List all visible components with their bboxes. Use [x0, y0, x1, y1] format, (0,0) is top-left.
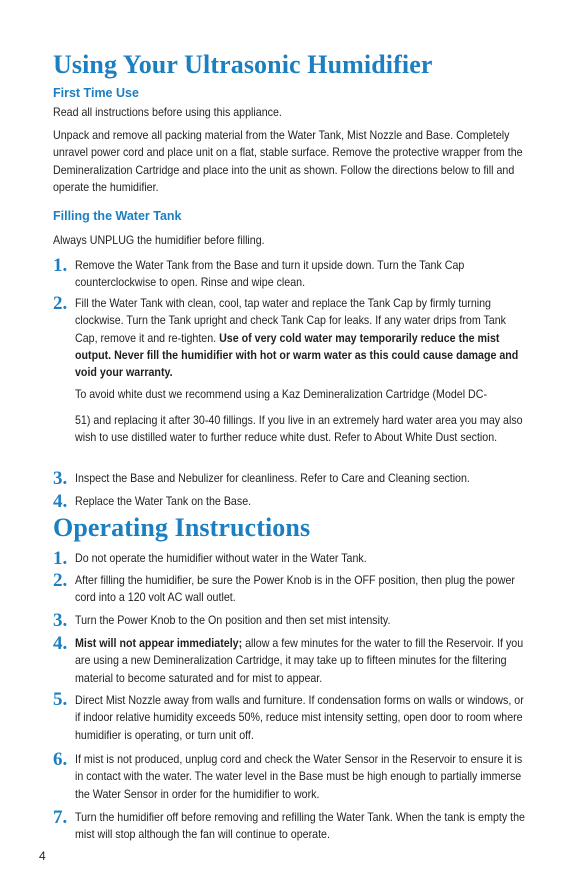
operating-step-text: Turn the humidifier off before removing and refilling the Water Tank. When the tank is empty the mist will stop although the fan will continue to operate. [75, 811, 525, 842]
filling-step-number: 2. [53, 293, 68, 314]
filling-step-text: Remove the Water Tank from the Base and turn it upside down. Turn the Tank Cap counterclockwise to open. Rinse and wipe clean. [75, 259, 465, 290]
operating-step-number: 2. [53, 570, 68, 591]
heading-filling-water-tank: Filling the Water Tank [53, 209, 182, 223]
heading-first-time-use: First Time Use [53, 86, 139, 100]
filling-step-number: 3. [53, 468, 68, 489]
filling-step-text-after: section. [430, 472, 470, 485]
operating-step-text: Direct Mist Nozzle away from walls and furniture. If condensation forms on walls or windows, or if indoor relative humidity exceeds 50%, reduce mist intensity setting, open door to room where humidifier is operating, or turn unit off. [75, 694, 524, 742]
page-number: 4 [39, 849, 46, 863]
filling-step-text-before: Inspect the Base and Nebulizer for cleanliness. Refer to [75, 472, 342, 485]
operating-step-number: 7. [53, 807, 68, 828]
operating-step-text: If mist is not produced, unplug cord and check the Water Sensor in the Reservoir to ensure it is in contact with the water. The water level in the Base must be high enough to partially immerse the Water Sensor in order for the humidifier to work. [75, 753, 523, 801]
paragraph-unplug: Always UNPLUG the humidifier before filling. [53, 234, 265, 247]
operating-step-text: Turn the Power Knob to the On position and then set mist intensity. [75, 614, 391, 627]
operating-step-number: 4. [53, 633, 68, 654]
operating-step-number: 1. [53, 548, 68, 569]
filling-step-number: 1. [53, 255, 68, 276]
operating-step-text: Do not operate the humidifier without water in the Water Tank. [75, 552, 367, 565]
filling-step-text [75, 470, 528, 487]
section-title-operating: Operating Instructions [53, 513, 311, 542]
mist-warning-bold: Mist will not appear immediately; [75, 637, 243, 650]
note-line-1: To avoid white dust we recommend using a Kaz Demineralization Cartridge (Model DC- [75, 388, 488, 401]
paragraph-unpack: Unpack and remove all packing material from the Water Tank, Mist Nozzle and Base. Completely unravel power cord and place unit on a flat, stable surface. Remove the protective wrapper from the Demineralization Cartridge and place into the unit as shown. Follow the directions below to fill and operate the humidifier. [53, 129, 523, 194]
filling-step-text-plain: Fill the Water Tank with clean, cool, tap water and replace the Tank Cap by firmly turning clockwise. Turn the Tank upright and check Tank Cap for leaks. If any water drips from Tank Cap, remove it and re-tighten. [75, 297, 507, 345]
operating-step-number: 3. [53, 610, 68, 631]
operating-step-number: 6. [53, 749, 68, 770]
operating-step-text-plain: allow a few minutes for the water to fill the Reservoir. If you are using a new Demineralization Cartridge, it may take up to fifteen minutes for the filtering material to become saturated and for mist to appear. [75, 637, 524, 685]
note-rest: 51) and replacing it after 30-40 fillings. If you live in an extremely hard water area you may also wish to use distilled water to further reduce white dust. Refer to About White Dust section. [75, 414, 523, 445]
operating-step-text: After filling the humidifier, be sure the Power Knob is in the OFF position, then plug the power cord into a 120 volt AC wall outlet. [75, 574, 515, 605]
care-cleaning-reference: Care and Cleaning [341, 472, 431, 485]
paragraph-read-instructions: Read all instructions before using this appliance. [53, 106, 282, 119]
filling-step-text [75, 295, 528, 381]
section-title-using: Using Your Ultrasonic Humidifier [53, 50, 433, 79]
filling-step-number: 4. [53, 491, 68, 512]
operating-step-number: 5. [53, 689, 68, 710]
operating-step-text [75, 635, 528, 687]
filling-step-text: Replace the Water Tank on the Base. [75, 495, 252, 508]
warning-bold-text: Use of very cold water may temporarily reduce the mist output. Never fill the humidifier with hot or warm water as this could cause damage and void your warranty. [75, 331, 519, 380]
